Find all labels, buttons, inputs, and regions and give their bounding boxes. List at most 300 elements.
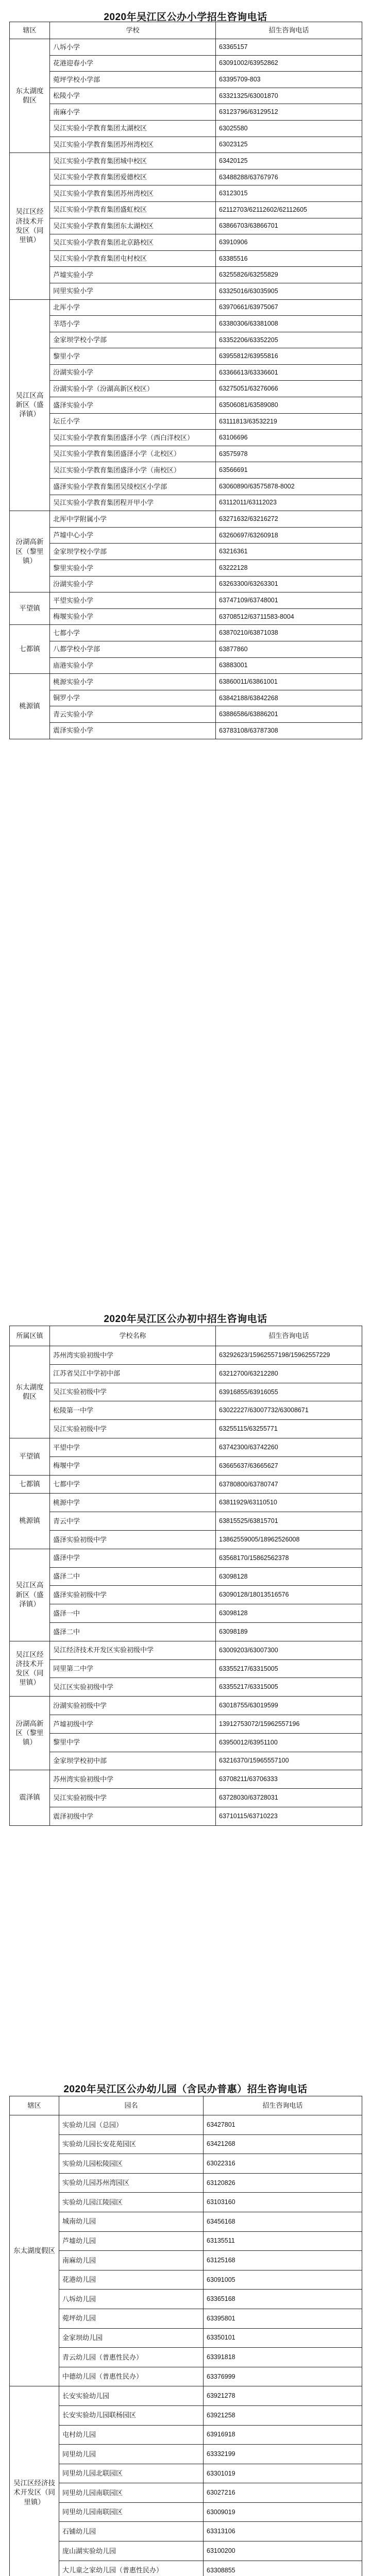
phone-cell: 63811929/63110510 xyxy=(216,1494,362,1512)
school-name-cell: 实验幼儿园长安花苑园区 xyxy=(59,2134,204,2154)
phone-cell: 63783108/63787308 xyxy=(216,722,362,739)
school-name-cell: 吴江实验小学教育集团东太湖校区 xyxy=(50,218,216,234)
table-row xyxy=(10,413,362,430)
table-row xyxy=(10,2425,362,2445)
phone-cell: 63866703/63866701 xyxy=(216,218,362,234)
table-row xyxy=(10,495,362,511)
phone-cell: 63022227/63007732/63008671 xyxy=(216,1401,362,1420)
school-name-cell: 盛泽实验初级中学 xyxy=(50,1586,216,1604)
phone-cell: 63255115/63255771 xyxy=(216,1420,362,1438)
table-row xyxy=(10,511,362,528)
phone-cell: 63255826/63255829 xyxy=(216,267,362,283)
school-name-cell: 黎里实验小学 xyxy=(50,560,216,577)
school-name-cell: 八坼幼儿园 xyxy=(59,2290,204,2309)
table-row xyxy=(10,2231,362,2251)
school-name-cell: 芦墟中心小学 xyxy=(50,527,216,544)
table-row xyxy=(10,2502,362,2522)
school-name-cell: 青云实验小学 xyxy=(50,706,216,723)
phone-cell: 63313106 xyxy=(204,2522,362,2541)
school-name-cell: 桃源中学 xyxy=(50,1494,216,1512)
table-row xyxy=(10,153,362,170)
table-row xyxy=(10,657,362,674)
table-row xyxy=(10,2483,362,2503)
table-row xyxy=(10,592,362,609)
school-name-cell: 菀坪幼儿园 xyxy=(59,2309,204,2328)
school-name-cell: 同里幼儿园南联园区 xyxy=(59,2483,204,2503)
phone-cell: 63916855/63916055 xyxy=(216,1383,362,1401)
phone-cell: 63910906 xyxy=(216,234,362,251)
table-row xyxy=(10,88,362,104)
table-row xyxy=(10,527,362,544)
phone-cell: 63216370/15965557100 xyxy=(216,1752,362,1770)
district-cell: 平望镇 xyxy=(10,1438,50,1475)
school-name-cell: 同里幼儿园 xyxy=(59,2445,204,2464)
school-name-cell: 青云中学 xyxy=(50,1512,216,1531)
phone-cell: 63350101 xyxy=(204,2328,362,2348)
phone-cell: 63091005 xyxy=(204,2270,362,2290)
column-header: 辖区 xyxy=(10,22,50,39)
phone-cell: 63091002/63952862 xyxy=(216,55,362,72)
phone-cell: 63325016/63035905 xyxy=(216,283,362,299)
table-row xyxy=(10,1697,362,1715)
phone-cell: 13862559005/18962526008 xyxy=(216,1530,362,1549)
phone-cell: 63427801 xyxy=(204,2115,362,2135)
table-row xyxy=(10,625,362,641)
phone-cell: 63111813/63532219 xyxy=(216,413,362,430)
table-row xyxy=(10,1475,362,1494)
table-row xyxy=(10,283,362,299)
school-name-cell: 八都学校小学部 xyxy=(50,641,216,657)
phone-cell: 63395801 xyxy=(204,2309,362,2328)
phone-cell: 63125168 xyxy=(204,2251,362,2270)
school-name-cell: 盛泽实验小学 xyxy=(50,397,216,414)
school-name-cell: 吴江实验小学教育集团苏州湾校区 xyxy=(50,137,216,153)
phone-cell: 63376999 xyxy=(204,2367,362,2386)
school-name-cell: 吴江实验小学教育集团苏州湾校区 xyxy=(50,185,216,202)
table-row xyxy=(10,1659,362,1678)
column-header: 招生咨询电话 xyxy=(204,2096,362,2115)
phone-cell: 63260697/63260918 xyxy=(216,527,362,544)
phone-cell: 63216361 xyxy=(216,544,362,560)
table-row xyxy=(10,608,362,625)
school-name-cell: 南麻幼儿园 xyxy=(59,2251,204,2270)
phone-cell: 63708512/63711583-8004 xyxy=(216,608,362,625)
phone-cell: 63391818 xyxy=(204,2348,362,2367)
table-row xyxy=(10,2464,362,2483)
phone-cell: 63120826 xyxy=(204,2173,362,2193)
school-name-cell: 汾湖实验小学 xyxy=(50,576,216,592)
table-row xyxy=(10,2212,362,2231)
school-name-cell: 七都小学 xyxy=(50,625,216,641)
table-row xyxy=(10,1567,362,1586)
table-row xyxy=(10,2541,362,2561)
table-row xyxy=(10,2348,362,2367)
phone-cell: 63970661/63975067 xyxy=(216,299,362,316)
table-row xyxy=(10,1752,362,1770)
table-row xyxy=(10,2405,362,2425)
phone-cell: 63112011/63112023 xyxy=(216,495,362,511)
district-cell: 东太湖度假区 xyxy=(10,39,50,153)
phone-cell: 63506081/63589080 xyxy=(216,397,362,414)
phone-cell: 63090128/18013516576 xyxy=(216,1586,362,1604)
school-name-cell: 苏州湾实验初级中学 xyxy=(50,1346,216,1365)
column-header: 招生咨询电话 xyxy=(216,22,362,39)
table-row xyxy=(10,2561,362,2576)
school-name-cell: 庙港实验小学 xyxy=(50,657,216,674)
district-cell: 平望镇 xyxy=(10,592,50,625)
school-name-cell: 芦墟幼儿园 xyxy=(59,2231,204,2251)
phone-cell: 63301019 xyxy=(204,2464,362,2483)
phone-cell: 63308855 xyxy=(204,2561,362,2576)
table-row xyxy=(10,1789,362,1807)
school-name-cell: 金家坝学校初中部 xyxy=(50,1752,216,1770)
phone-cell: 63665637/63665627 xyxy=(216,1456,362,1475)
table-row xyxy=(10,1622,362,1641)
table-row xyxy=(10,1604,362,1623)
section-2 xyxy=(9,1311,362,1826)
school-name-cell: 平望实验小学 xyxy=(50,592,216,609)
section-title: 2020年吴江区公办小学招生咨询电话 xyxy=(104,12,267,23)
district-cell: 汾湖高新区（黎里镇） xyxy=(10,511,50,592)
school-name-cell: 芦墟实验小学 xyxy=(50,267,216,283)
table-row xyxy=(10,576,362,592)
phone-cell: 63098128 xyxy=(216,1567,362,1586)
phone-cell: 63332199 xyxy=(204,2445,362,2464)
school-name-cell: 苏州湾实验初级中学 xyxy=(50,1770,216,1789)
district-cell: 吴江区经济技术开发区（同里镇） xyxy=(10,2386,59,2576)
school-name-cell: 坛丘小学 xyxy=(50,413,216,430)
column-header: 所属区镇 xyxy=(10,1326,50,1346)
district-cell: 东太湖度假区 xyxy=(10,1346,50,1438)
school-name-cell: 金家坝学校小学部 xyxy=(50,332,216,348)
school-name-cell: 花港幼儿园 xyxy=(59,2270,204,2290)
school-name-cell: 同里幼儿园北联园区 xyxy=(59,2464,204,2483)
phone-cell: 63123015 xyxy=(216,185,362,202)
school-name-cell: 汾湖实验初级中学 xyxy=(50,1697,216,1715)
phone-cell: 63420125 xyxy=(216,153,362,170)
contact-table xyxy=(9,1326,362,1826)
table-row xyxy=(10,185,362,202)
table-row xyxy=(10,1364,362,1383)
school-name-cell: 吴江实验小学教育集团城中校区 xyxy=(50,153,216,170)
section-title: 2020年吴江区公办幼儿园（含民办普惠）招生咨询电话 xyxy=(63,2084,308,2095)
school-name-cell: 莘塔小学 xyxy=(50,316,216,332)
phone-cell: 63708211/63706333 xyxy=(216,1770,362,1789)
phone-cell: 63321325/63001870 xyxy=(216,88,362,104)
school-name-cell: 大儿童之家幼儿园（普惠性民办） xyxy=(59,2561,204,2576)
phone-cell: 63366613/63336601 xyxy=(216,364,362,381)
phone-cell: 63098189 xyxy=(216,1622,362,1641)
phone-cell: 63009019 xyxy=(204,2502,362,2522)
phone-cell: 63212700/63212280 xyxy=(216,1364,362,1383)
school-name-cell: 实验幼儿园苏州湾园区 xyxy=(59,2173,204,2193)
table-row xyxy=(10,218,362,234)
table-row xyxy=(10,72,362,88)
district-cell: 七都镇 xyxy=(10,1475,50,1494)
school-name-cell: 城南幼儿园 xyxy=(59,2212,204,2231)
table-row xyxy=(10,1733,362,1752)
phone-cell: 63385516 xyxy=(216,250,362,267)
district-cell: 吴江区高新区（盛泽镇） xyxy=(10,299,50,511)
school-name-cell: 盛泽实验初级中学 xyxy=(50,1530,216,1549)
school-name-cell: 八坼小学 xyxy=(50,39,216,56)
phone-cell: 63955812/63955816 xyxy=(216,348,362,365)
school-name-cell: 吴江实验小学教育集团北京路校区 xyxy=(50,234,216,251)
school-name-cell: 菀坪学校小学部 xyxy=(50,72,216,88)
phone-cell: 63025580 xyxy=(216,120,362,137)
phone-cell: 63488288/63767976 xyxy=(216,169,362,185)
table-row xyxy=(10,1807,362,1825)
phone-cell: 63100200 xyxy=(204,2541,362,2561)
phone-cell: 63292623/15962557198/15962557229 xyxy=(216,1346,362,1365)
table-row xyxy=(10,1678,362,1697)
table-row xyxy=(10,2193,362,2212)
table-row xyxy=(10,2290,362,2309)
district-cell: 七都镇 xyxy=(10,625,50,674)
district-cell: 吴江区经济技术开发区（同里镇） xyxy=(10,153,50,299)
school-name-cell: 汾湖实验小学 xyxy=(50,364,216,381)
district-cell: 桃源镇 xyxy=(10,674,50,739)
school-name-cell: 吴江实验初级中学 xyxy=(50,1420,216,1438)
table-row xyxy=(10,1438,362,1456)
table-row xyxy=(10,2173,362,2193)
table-row xyxy=(10,1715,362,1733)
school-name-cell: 震泽初级中学 xyxy=(50,1807,216,1825)
school-name-cell: 江苏省吴江中学初中部 xyxy=(50,1364,216,1383)
table-row xyxy=(10,2154,362,2174)
school-name-cell: 桃源实验小学 xyxy=(50,674,216,690)
phone-cell: 63710115/63710223 xyxy=(216,1807,362,1825)
school-name-cell: 吴江实验小学教育集团盛泽小学（北校区） xyxy=(50,446,216,462)
phone-cell: 63365168 xyxy=(204,2290,362,2309)
phone-cell: 63456168 xyxy=(204,2212,362,2231)
table-row xyxy=(10,2522,362,2541)
school-name-cell: 中德幼儿园（普惠性民办） xyxy=(59,2367,204,2386)
phone-cell: 63275051/63276066 xyxy=(216,381,362,397)
phone-cell: 63023125 xyxy=(216,137,362,153)
column-header: 园名 xyxy=(59,2096,204,2115)
table-row xyxy=(10,1641,362,1659)
school-name-cell: 盛泽一中 xyxy=(50,1604,216,1623)
school-name-cell: 北厍中学附属小学 xyxy=(50,511,216,528)
column-header: 学校 xyxy=(50,22,216,39)
table-row xyxy=(10,2367,362,2386)
table-row xyxy=(10,674,362,690)
table-row xyxy=(10,1586,362,1604)
school-name-cell: 吴江区实验初级中学 xyxy=(50,1678,216,1697)
table-row xyxy=(10,2134,362,2154)
table-header-row xyxy=(10,1326,362,1346)
table-row xyxy=(10,381,362,397)
phone-cell: 63842188/63842268 xyxy=(216,690,362,706)
phone-cell: 63870210/63871038 xyxy=(216,625,362,641)
section-1 xyxy=(9,9,362,739)
table-row xyxy=(10,201,362,218)
school-name-cell: 青云幼儿园（普惠性民办） xyxy=(59,2348,204,2367)
school-name-cell: 吴江实验小学教育集团爱德校区 xyxy=(50,169,216,185)
contact-table xyxy=(9,22,362,739)
school-name-cell: 石铺幼儿园 xyxy=(59,2522,204,2541)
table-row xyxy=(10,2386,362,2406)
table-row xyxy=(10,1530,362,1549)
school-name-cell: 吴江实验小学教育集团程开甲小学 xyxy=(50,495,216,511)
school-name-cell: 金家坝学校小学部 xyxy=(50,544,216,560)
phone-cell: 63921278 xyxy=(204,2386,362,2406)
table-row xyxy=(10,397,362,414)
phone-cell: 63780800/63780747 xyxy=(216,1475,362,1494)
phone-cell: 63747109/63748001 xyxy=(216,592,362,609)
school-name-cell: 汾湖实验小学（汾湖高新区校区） xyxy=(50,381,216,397)
school-name-cell: 盛泽实验小学教育集团吴绫校区小学部 xyxy=(50,479,216,495)
table-row xyxy=(10,1401,362,1420)
phone-cell: 63421268 xyxy=(204,2134,362,2154)
school-name-cell: 芦墟初级中学 xyxy=(50,1715,216,1733)
phone-cell: 62112703/62112602/62112605 xyxy=(216,201,362,218)
phone-cell: 63815525/63815701 xyxy=(216,1512,362,1531)
school-name-cell: 同里实验小学 xyxy=(50,283,216,299)
table-row xyxy=(10,2309,362,2328)
table-row xyxy=(10,722,362,739)
phone-cell: 63103160 xyxy=(204,2193,362,2212)
school-name-cell: 盛泽二中 xyxy=(50,1567,216,1586)
phone-cell: 63568170/15862562378 xyxy=(216,1549,362,1567)
table-row xyxy=(10,120,362,137)
contact-table xyxy=(9,2096,362,2576)
phone-cell: 63883001 xyxy=(216,657,362,674)
table-row xyxy=(10,316,362,332)
phone-cell: 63060890/63575878-8002 xyxy=(216,479,362,495)
table-row xyxy=(10,169,362,185)
school-name-cell: 吴江经济技术开发区实验初级中学 xyxy=(50,1641,216,1659)
phone-cell: 63380306/63381008 xyxy=(216,316,362,332)
phone-cell: 63263300/63263301 xyxy=(216,576,362,592)
table-row xyxy=(10,544,362,560)
table-row xyxy=(10,1494,362,1512)
school-name-cell: 实验幼儿园（总园） xyxy=(59,2115,204,2135)
school-name-cell: 实验幼儿园江陵园区 xyxy=(59,2193,204,2212)
phone-cell: 63135511 xyxy=(204,2231,362,2251)
table-row xyxy=(10,446,362,462)
school-name-cell: 吴江实验初级中学 xyxy=(50,1789,216,1807)
section-title: 2020年吴江区公办初中招生咨询电话 xyxy=(104,1314,267,1325)
table-row xyxy=(10,267,362,283)
phone-cell: 63886586/63886201 xyxy=(216,706,362,723)
table-row xyxy=(10,1383,362,1401)
phone-cell: 63355217/63315005 xyxy=(216,1678,362,1697)
table-row xyxy=(10,1770,362,1789)
school-name-cell: 长安实验幼儿园 xyxy=(59,2386,204,2406)
school-name-cell: 实验幼儿园松陵园区 xyxy=(59,2154,204,2174)
phone-cell: 63860011/63861001 xyxy=(216,674,362,690)
table-row xyxy=(10,1420,362,1438)
school-name-cell: 吴江实验小学教育集团太湖校区 xyxy=(50,120,216,137)
table-row xyxy=(10,462,362,479)
phone-cell: 63009203/63007300 xyxy=(216,1641,362,1659)
phone-cell: 63098128 xyxy=(216,1604,362,1623)
district-cell: 东太湖度假区 xyxy=(10,2115,59,2386)
school-name-cell: 吴江实验初级中学 xyxy=(50,1383,216,1401)
phone-cell: 63365157 xyxy=(216,39,362,56)
phone-cell: 63352206/63352205 xyxy=(216,332,362,348)
phone-cell: 63222128 xyxy=(216,560,362,577)
phone-cell: 63271632/63216272 xyxy=(216,511,362,528)
phone-cell: 63921258 xyxy=(204,2405,362,2425)
table-row xyxy=(10,1456,362,1475)
district-cell: 震泽镇 xyxy=(10,1770,50,1825)
table-row xyxy=(10,250,362,267)
phone-cell: 63566691 xyxy=(216,462,362,479)
school-name-cell: 黎里中学 xyxy=(50,1733,216,1752)
table-row xyxy=(10,641,362,657)
phone-cell: 63395709-803 xyxy=(216,72,362,88)
phone-cell: 63877860 xyxy=(216,641,362,657)
table-row xyxy=(10,1512,362,1531)
district-cell: 吴江区经济技术开发区（同里镇） xyxy=(10,1641,50,1696)
column-header: 辖区 xyxy=(10,2096,59,2115)
school-name-cell: 盛泽二中 xyxy=(50,1622,216,1641)
column-header: 招生咨询电话 xyxy=(216,1326,362,1346)
district-cell: 汾湖高新区（黎里镇） xyxy=(10,1697,50,1770)
table-row xyxy=(10,690,362,706)
school-name-cell: 松陵小学 xyxy=(50,88,216,104)
table-row xyxy=(10,234,362,251)
school-name-cell: 北厍小学 xyxy=(50,299,216,316)
school-name-cell: 长安实验幼儿园联杨园区 xyxy=(59,2405,204,2425)
school-name-cell: 盛泽中学 xyxy=(50,1549,216,1567)
section-3 xyxy=(9,2081,362,2576)
column-header: 学校名称 xyxy=(50,1326,216,1346)
phone-cell: 63355217/63315005 xyxy=(216,1659,362,1678)
table-row xyxy=(10,2270,362,2290)
school-name-cell: 梅堰中学 xyxy=(50,1456,216,1475)
district-cell: 桃源镇 xyxy=(10,1494,50,1549)
school-name-cell: 平望中学 xyxy=(50,1438,216,1456)
school-name-cell: 屯村幼儿园 xyxy=(59,2425,204,2445)
phone-cell: 63027216 xyxy=(204,2483,362,2503)
table-row xyxy=(10,332,362,348)
phone-cell: 63916918 xyxy=(204,2425,362,2445)
phone-cell: 63575978 xyxy=(216,446,362,462)
table-row xyxy=(10,299,362,316)
table-row xyxy=(10,706,362,723)
table-row xyxy=(10,2445,362,2464)
phone-cell: 63106696 xyxy=(216,430,362,446)
table-header-row xyxy=(10,2096,362,2115)
school-name-cell: 同里第二中学 xyxy=(50,1659,216,1678)
school-name-cell: 松陵第一中学 xyxy=(50,1401,216,1420)
school-name-cell: 南麻小学 xyxy=(50,104,216,121)
phone-cell: 63123796/63129512 xyxy=(216,104,362,121)
table-row xyxy=(10,55,362,72)
school-name-cell: 同里幼儿园南联园区 xyxy=(59,2502,204,2522)
school-name-cell: 吴江实验小学教育集团屯村校区 xyxy=(50,250,216,267)
table-row xyxy=(10,104,362,121)
table-row xyxy=(10,39,362,56)
school-name-cell: 梅堰实验小学 xyxy=(50,608,216,625)
table-row xyxy=(10,2115,362,2135)
table-row xyxy=(10,430,362,446)
school-name-cell: 黎里小学 xyxy=(50,348,216,365)
table-row xyxy=(10,560,362,577)
table-row xyxy=(10,1549,362,1567)
phone-cell: 63022316 xyxy=(204,2154,362,2174)
table-row xyxy=(10,1346,362,1365)
school-name-cell: 震泽实验小学 xyxy=(50,722,216,739)
school-name-cell: 吴江实验小学教育集团盛泽小学（西白洋校区） xyxy=(50,430,216,446)
school-name-cell: 庞山湖实验幼儿园 xyxy=(59,2541,204,2561)
school-name-cell: 吴江实验小学教育集团盛泽小学（南校区） xyxy=(50,462,216,479)
phone-cell: 13912753072/15962557196 xyxy=(216,1715,362,1733)
